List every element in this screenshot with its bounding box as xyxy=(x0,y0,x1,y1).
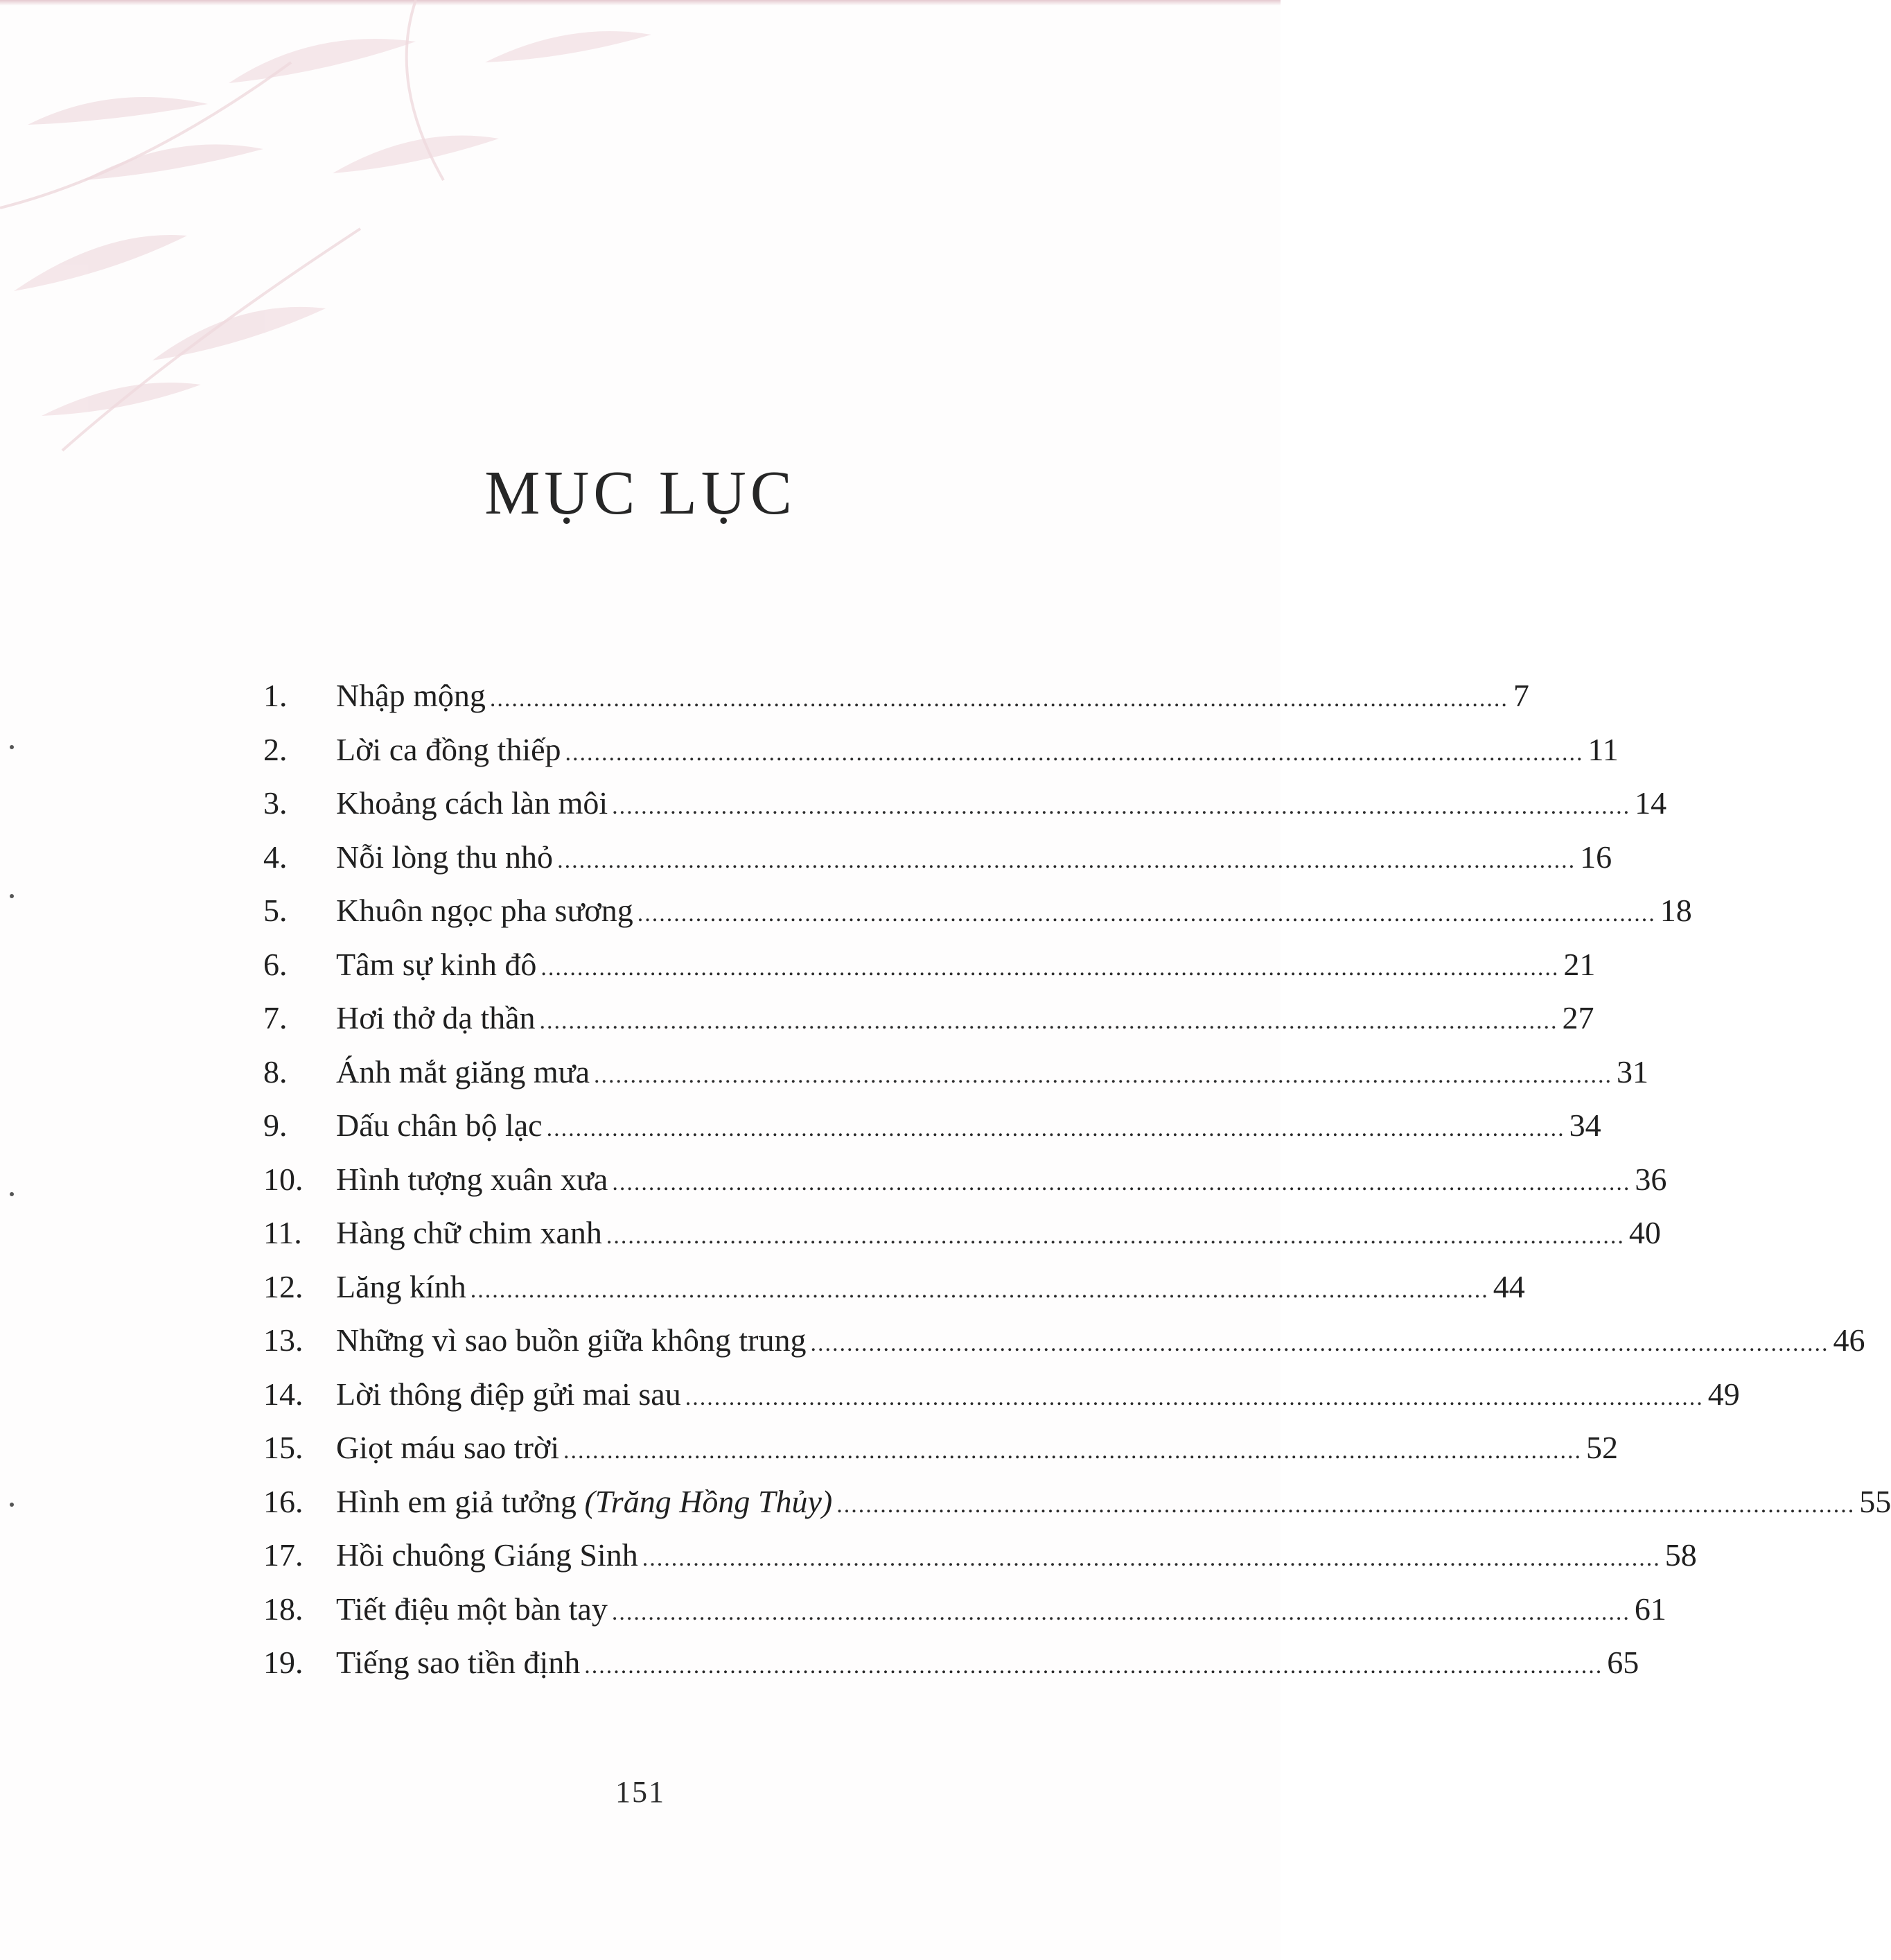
toc-leader-dots: ............................................................................................................................................ xyxy=(612,1169,1631,1196)
toc-entry-number: 2. xyxy=(263,731,288,767)
toc-entry xyxy=(263,1421,1618,1475)
toc-entry-title xyxy=(336,1045,590,1099)
toc-entry-number: 12. xyxy=(263,1268,304,1304)
toc-entry-title xyxy=(336,1367,681,1421)
toc-leader-dots: ............................................................................................................................................ xyxy=(546,1116,1565,1141)
toc-entry-title-text: Tiết điệu một bàn tay xyxy=(336,1591,608,1627)
toc-entry-page: 27 xyxy=(1562,1000,1594,1035)
toc-entry-number: 16. xyxy=(263,1483,304,1519)
toc-leader-dots: ............................................................................................................................................ xyxy=(470,1277,1489,1303)
toc-entry xyxy=(263,1313,1865,1367)
toc-leader-dots: ............................................................................................................................................ xyxy=(563,1438,1582,1464)
toc-entry xyxy=(263,1099,1601,1153)
toc-leader-dots: ............................................................................................................................................ xyxy=(637,901,1656,927)
toc-entry-number: 17. xyxy=(263,1537,304,1573)
toc-entry-title-text: Lời thông điệp gửi mai sau xyxy=(336,1376,681,1412)
toc-entry xyxy=(263,1582,1666,1636)
toc-entry xyxy=(263,1045,1649,1099)
toc-entry-page: 44 xyxy=(1493,1268,1525,1304)
toc-entry-title xyxy=(336,1636,580,1690)
toc-entry-title xyxy=(336,830,553,884)
toc-entry-title-text: Ánh mắt giăng mưa xyxy=(336,1053,590,1090)
toc-entry-number: 5. xyxy=(263,893,288,928)
toc-entry-title xyxy=(336,1206,602,1260)
toc-leader-dots: ............................................................................................................................................ xyxy=(540,954,1560,981)
toc-entry-title-text: Lời ca đồng thiếp xyxy=(336,731,561,767)
toc-entry-page: 58 xyxy=(1664,1537,1697,1573)
toc-entry-number: 4. xyxy=(263,839,288,875)
toc-entry-title-text: Dấu chân bộ lạc xyxy=(336,1108,543,1143)
toc-entry-title xyxy=(336,1528,638,1582)
toc-leader-dots: ............................................................................................................................................ xyxy=(606,1223,1625,1249)
toc-entry-number: 9. xyxy=(263,1108,288,1143)
toc-entry-title xyxy=(336,1421,559,1475)
toc-leader-dots: ............................................................................................................................................ xyxy=(539,1008,1558,1034)
toc-entry-title-text: Tiếng sao tiền định xyxy=(336,1645,581,1680)
toc-entry-number: 10. xyxy=(263,1161,304,1197)
toc-entry-number: 19. xyxy=(263,1645,304,1680)
print-speck xyxy=(10,1503,14,1507)
toc-leader-dots: ............................................................................................................................................ xyxy=(685,1384,1704,1410)
toc-entry-page: 18 xyxy=(1660,893,1692,928)
toc-entry-title xyxy=(336,1099,543,1153)
toc-entry-title xyxy=(336,723,561,777)
toc-leader-dots: ............................................................................................................................................ xyxy=(594,1062,1613,1088)
toc-entry-page: 49 xyxy=(1707,1376,1740,1412)
table-of-contents xyxy=(263,669,1891,1690)
toc-entry-title-text: Hồi chuông Giáng Sinh xyxy=(336,1537,638,1573)
toc-entry-title xyxy=(336,1260,466,1314)
toc-entry-title xyxy=(336,1582,608,1636)
toc-entry-number: 14. xyxy=(263,1376,304,1412)
toc-entry xyxy=(263,830,1612,884)
toc-entry-title-text: Hình tượng xuân xưa xyxy=(336,1161,608,1197)
toc-entry-title xyxy=(336,1475,832,1529)
toc-entry-page: 16 xyxy=(1580,839,1612,875)
toc-entry-number: 7. xyxy=(263,1000,288,1035)
toc-entry-title-text: Khuôn ngọc pha sương xyxy=(336,893,633,928)
toc-entry xyxy=(263,1528,1697,1582)
toc-entry-page: 55 xyxy=(1859,1483,1891,1519)
toc-entry-title-text: Hàng chữ chim xanh xyxy=(336,1215,602,1250)
toc-entry-page: 34 xyxy=(1569,1108,1601,1143)
toc-leader-dots: ............................................................................................................................................ xyxy=(612,794,1631,819)
toc-entry-title xyxy=(336,938,536,992)
toc-entry xyxy=(263,1206,1661,1260)
toc-entry-title-text: Khoảng cách làn môi xyxy=(336,785,608,821)
toc-entry-number: 3. xyxy=(263,785,288,821)
toc-entry-title-text: Lăng kính xyxy=(336,1268,466,1304)
toc-entry-page: 11 xyxy=(1587,731,1619,767)
toc-entry-number: 8. xyxy=(263,1053,288,1090)
toc-entry-title xyxy=(336,776,608,830)
page-title: MỤC LỤC xyxy=(484,459,796,527)
toc-entry-page: 65 xyxy=(1607,1645,1639,1680)
toc-leader-dots: ............................................................................................................................................ xyxy=(810,1331,1829,1356)
toc-entry-title xyxy=(336,669,486,723)
toc-entry-page: 7 xyxy=(1513,678,1529,713)
toc-entry-title xyxy=(336,1153,608,1207)
toc-entry-title-text: Tâm sự kinh đô xyxy=(336,946,537,982)
toc-entry-title-text: Những vì sao buồn giữa không trung xyxy=(336,1322,807,1358)
print-speck xyxy=(10,1192,14,1196)
toc-entry-title-text: Nhập mộng xyxy=(336,678,486,713)
print-speck xyxy=(10,745,14,749)
toc-leader-dots: ............................................................................................................................................ xyxy=(565,740,1584,766)
toc-entry xyxy=(263,884,1692,938)
toc-leader-dots: ............................................................................................................................................ xyxy=(489,686,1509,712)
toc-entry-title-text: Nỗi lòng thu nhỏ xyxy=(336,839,554,875)
toc-entry xyxy=(263,1153,1667,1207)
toc-entry-number: 15. xyxy=(263,1430,304,1465)
toc-leader-dots: ............................................................................................................................................ xyxy=(584,1653,1603,1679)
toc-leader-dots: ............................................................................................................................................ xyxy=(611,1599,1630,1625)
toc-entry xyxy=(263,1260,1525,1314)
toc-leader-dots: ............................................................................................................................................ xyxy=(642,1546,1661,1571)
toc-entry-page: 52 xyxy=(1586,1430,1618,1465)
toc-entry xyxy=(263,669,1529,723)
toc-entry xyxy=(263,1475,1891,1529)
toc-entry-title xyxy=(336,884,633,938)
toc-entry-title xyxy=(336,1313,806,1367)
toc-entry xyxy=(263,991,1594,1045)
toc-entry-page: 61 xyxy=(1634,1591,1666,1627)
toc-leader-dots: ............................................................................................................................................ xyxy=(557,847,1576,873)
toc-entry-number: 6. xyxy=(263,946,288,982)
toc-leader-dots: ............................................................................................................................................ xyxy=(836,1491,1856,1518)
toc-entry xyxy=(263,776,1667,830)
print-speck xyxy=(10,894,14,898)
toc-entry xyxy=(263,938,1596,992)
toc-entry-page: 14 xyxy=(1635,785,1667,821)
toc-entry-title-text: Hơi thở dạ thần xyxy=(336,1000,536,1035)
toc-entry-title-text: Giọt máu sao trời xyxy=(336,1430,559,1465)
toc-entry-number: 18. xyxy=(263,1591,304,1627)
toc-entry-page: 40 xyxy=(1628,1215,1661,1250)
page-number: 151 xyxy=(615,1775,665,1809)
toc-entry-page: 31 xyxy=(1617,1053,1649,1090)
toc-entry xyxy=(263,1636,1639,1690)
toc-entry xyxy=(263,723,1619,777)
toc-entry xyxy=(263,1367,1740,1421)
toc-entry-author: (Trăng Hồng Thủy) xyxy=(584,1483,833,1519)
toc-entry-number: 13. xyxy=(263,1322,304,1358)
toc-entry-number: 11. xyxy=(263,1215,302,1250)
toc-entry-number: 1. xyxy=(263,678,288,713)
toc-entry-page: 36 xyxy=(1635,1161,1667,1197)
toc-entry-page: 21 xyxy=(1563,946,1596,982)
toc-entry-title xyxy=(336,991,536,1045)
toc-entry-page: 46 xyxy=(1833,1322,1865,1358)
toc-entry-title-text: Hình em giả tưởng xyxy=(336,1483,585,1519)
